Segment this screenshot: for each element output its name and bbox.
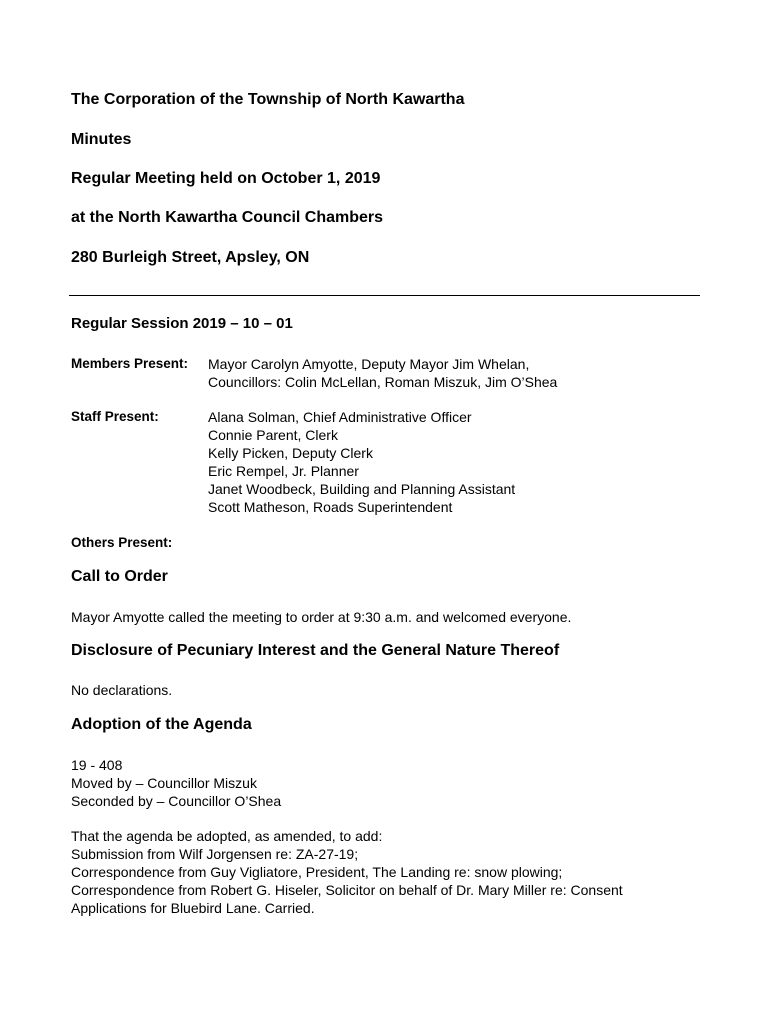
resolution-line: Correspondence from Guy Vigliatore, President, The Landing re: snow plowing; (71, 864, 563, 880)
call-to-order-text: Mayor Amyotte called the meeting to order at 9:30 a.m. and welcomed everyone. (71, 609, 572, 625)
resolution-line: Correspondence from Robert G. Hiseler, Solicitor on behalf of Dr. Mary Miller re: Consent (71, 882, 623, 898)
seconded-by: Seconded by – Councillor O’Shea (71, 793, 282, 809)
minutes-heading: Minutes (71, 131, 132, 148)
disclosure-heading: Disclosure of Pecuniary Interest and the General Nature Thereof (71, 642, 560, 659)
resolution-line: That the agenda be adopted, as amended, to add: (71, 828, 383, 844)
staff-present-list (208, 408, 515, 516)
session-number: Regular Session 2019 – 10 – 01 (71, 315, 293, 332)
staff-line: Kelly Picken, Deputy Clerk (208, 445, 373, 461)
staff-line: Alana Solman, Chief Administrative Officer (208, 409, 472, 425)
members-present-list (208, 355, 557, 391)
corporation-title: The Corporation of the Township of North Kawartha (71, 91, 465, 108)
staff-line: Connie Parent, Clerk (208, 427, 338, 443)
staff-line: Scott Matheson, Roads Superintendent (208, 499, 453, 515)
staff-line: Eric Rempel, Jr. Planner (208, 463, 359, 479)
resolution-line: Applications for Bluebird Lane. Carried. (71, 900, 315, 916)
member-line: Councillors: Colin McLellan, Roman Miszuk, Jim O’Shea (208, 374, 558, 390)
disclosure-text: No declarations. (71, 682, 173, 698)
members-present-label: Members Present: (71, 356, 189, 371)
staff-present-label: Staff Present: (71, 409, 159, 424)
adoption-of-agenda-heading: Adoption of the Agenda (71, 716, 252, 733)
resolution-line: Submission from Wilf Jorgensen re: ZA-27-19; (71, 846, 359, 862)
others-present-label: Others Present: (71, 535, 173, 550)
staff-line: Janet Woodbeck, Building and Planning Assistant (208, 481, 516, 497)
agenda-motion (71, 756, 281, 810)
agenda-resolution (71, 827, 623, 917)
moved-by: Moved by – Councillor Miszuk (71, 775, 257, 791)
motion-number: 19 - 408 (71, 757, 123, 773)
meeting-location-heading: at the North Kawartha Council Chambers (71, 209, 384, 226)
header-divider (69, 295, 700, 296)
meeting-address-heading: 280 Burleigh Street, Apsley, ON (71, 249, 310, 266)
call-to-order-heading: Call to Order (71, 568, 168, 585)
member-line: Mayor Carolyn Amyotte, Deputy Mayor Jim Whelan, (208, 356, 530, 372)
meeting-date-heading: Regular Meeting held on October 1, 2019 (71, 170, 381, 187)
